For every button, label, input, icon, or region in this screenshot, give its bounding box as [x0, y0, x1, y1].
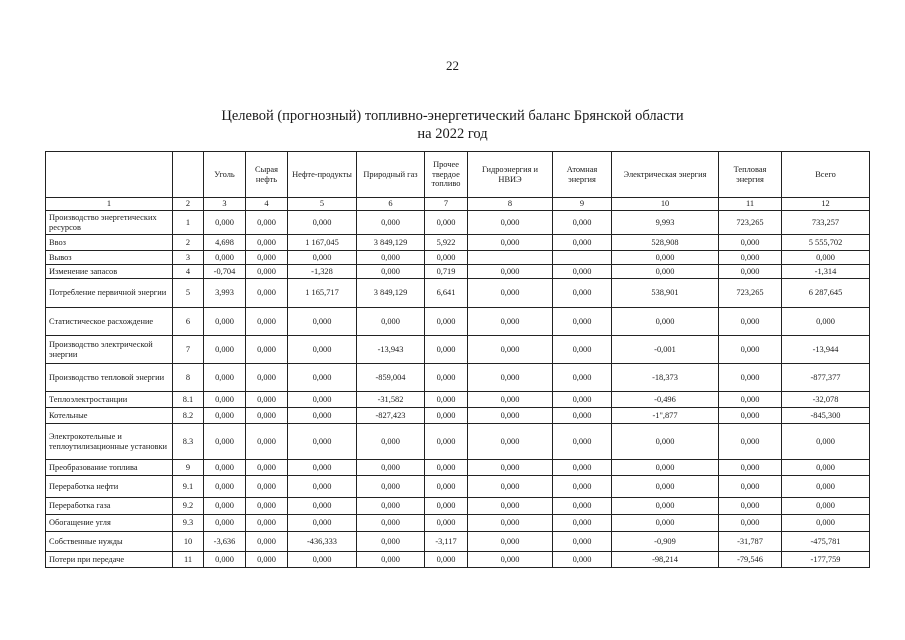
table-body [46, 211, 870, 568]
value-cell: 0,000 [468, 364, 553, 392]
value-cell: -32,078 [782, 392, 870, 408]
value-cell: 0,000 [719, 392, 782, 408]
value-cell [553, 251, 612, 265]
row-code-cell: 8.1 [173, 392, 204, 408]
value-cell: 0,000 [719, 476, 782, 498]
column-number-10: 10 [612, 198, 719, 211]
value-cell: -3,636 [204, 532, 246, 552]
value-cell: 0,000 [246, 279, 288, 308]
value-cell: 0,000 [288, 392, 357, 408]
value-cell: 0,000 [719, 515, 782, 532]
value-cell: 0,000 [425, 515, 468, 532]
value-cell: 0,000 [553, 308, 612, 336]
value-cell: 0,000 [425, 211, 468, 235]
value-cell: 0,000 [357, 460, 425, 476]
value-cell: 0,000 [204, 251, 246, 265]
value-cell: 723,265 [719, 211, 782, 235]
value-cell: 0,000 [246, 336, 288, 364]
value-cell: 3 849,129 [357, 235, 425, 251]
value-cell: 0,000 [357, 308, 425, 336]
value-cell: 0,000 [612, 265, 719, 279]
table-row [46, 552, 870, 568]
value-cell: 0,000 [246, 498, 288, 515]
value-cell [468, 251, 553, 265]
row-name-cell: Ввоз [46, 235, 173, 251]
value-cell: 0,000 [204, 364, 246, 392]
value-cell: 0,000 [553, 364, 612, 392]
value-cell: 0,000 [357, 552, 425, 568]
value-cell: 0,000 [468, 308, 553, 336]
value-cell: 0,000 [357, 532, 425, 552]
column-number-6: 6 [357, 198, 425, 211]
value-cell: -877,377 [782, 364, 870, 392]
value-cell: 0,000 [719, 460, 782, 476]
row-code-cell: 8 [173, 364, 204, 392]
value-cell: 0,000 [288, 476, 357, 498]
value-cell: -436,333 [288, 532, 357, 552]
value-cell: 0,000 [719, 308, 782, 336]
page-number: 22 [446, 58, 459, 73]
column-header-9: Атомная энергия [553, 152, 612, 198]
energy-balance-table-wrapper [45, 151, 870, 568]
row-name-cell: Производство тепловой энергии [46, 364, 173, 392]
value-cell: 0,000 [357, 424, 425, 460]
value-cell: 0,000 [468, 424, 553, 460]
value-cell: 0,000 [553, 460, 612, 476]
value-cell: -845,300 [782, 408, 870, 424]
value-cell: 6 287,645 [782, 279, 870, 308]
column-header-5: Нефте-продукты [288, 152, 357, 198]
table-row [46, 498, 870, 515]
value-cell: 0,000 [357, 498, 425, 515]
row-code-cell: 2 [173, 235, 204, 251]
value-cell: 0,000 [612, 251, 719, 265]
table-row [46, 235, 870, 251]
value-cell: 528,908 [612, 235, 719, 251]
value-cell: 0,000 [204, 476, 246, 498]
row-code-cell: 5 [173, 279, 204, 308]
value-cell: -31,582 [357, 392, 425, 408]
value-cell: 0,000 [357, 476, 425, 498]
value-cell: 0,000 [468, 515, 553, 532]
table-row [46, 392, 870, 408]
value-cell: 0,000 [782, 460, 870, 476]
row-code-cell: 7 [173, 336, 204, 364]
value-cell: -18,373 [612, 364, 719, 392]
value-cell: 0,000 [357, 211, 425, 235]
value-cell: 1 167,045 [288, 235, 357, 251]
value-cell: 0,000 [782, 498, 870, 515]
table-row [46, 279, 870, 308]
row-code-cell: 9 [173, 460, 204, 476]
row-name-cell: Котельные [46, 408, 173, 424]
value-cell: 0,000 [246, 460, 288, 476]
row-name-cell: Статистическое расхождение [46, 308, 173, 336]
value-cell: 0,000 [468, 235, 553, 251]
value-cell: 0,000 [553, 408, 612, 424]
column-header-10: Электрическая энергия [612, 152, 719, 198]
value-cell: -31,787 [719, 532, 782, 552]
value-cell: 0,000 [246, 476, 288, 498]
value-cell: 0,000 [612, 460, 719, 476]
row-name-cell: Преобразование топлива [46, 460, 173, 476]
value-cell: -0,001 [612, 336, 719, 364]
value-cell: 0,000 [468, 552, 553, 568]
value-cell: 0,000 [719, 424, 782, 460]
value-cell: 0,000 [612, 476, 719, 498]
value-cell: 0,000 [719, 336, 782, 364]
value-cell: 0,000 [468, 408, 553, 424]
row-code-cell: 1 [173, 211, 204, 235]
value-cell: -1,328 [288, 265, 357, 279]
value-cell: 5 555,702 [782, 235, 870, 251]
value-cell: 0,000 [288, 308, 357, 336]
value-cell: -475,781 [782, 532, 870, 552]
row-name-cell: Электрокотельные и теплоутилизационные установки [46, 424, 173, 460]
value-cell: 0,000 [425, 308, 468, 336]
row-name-cell: Потребление первичной энергии [46, 279, 173, 308]
value-cell: 0,000 [288, 552, 357, 568]
row-code-cell: 4 [173, 265, 204, 279]
value-cell: 0,000 [288, 460, 357, 476]
value-cell: -827,423 [357, 408, 425, 424]
value-cell: 0,000 [468, 392, 553, 408]
value-cell: 0,000 [204, 515, 246, 532]
value-cell: 0,000 [246, 532, 288, 552]
row-name-cell: Производство электрической энергии [46, 336, 173, 364]
value-cell: 538,901 [612, 279, 719, 308]
value-cell: 3 849,129 [357, 279, 425, 308]
table-row [46, 515, 870, 532]
row-name-cell: Вывоз [46, 251, 173, 265]
value-cell: 0,000 [425, 392, 468, 408]
row-name-cell: Теплоэлектростанции [46, 392, 173, 408]
value-cell: 0,000 [468, 279, 553, 308]
column-number-1: 1 [46, 198, 173, 211]
column-header-3: Уголь [204, 152, 246, 198]
column-number-9: 9 [553, 198, 612, 211]
value-cell: 0,000 [246, 251, 288, 265]
value-cell: 6,641 [425, 279, 468, 308]
value-cell: 0,000 [204, 211, 246, 235]
column-header-7: Прочее твердое топливо [425, 152, 468, 198]
column-number-11: 11 [719, 198, 782, 211]
row-code-cell: 9.1 [173, 476, 204, 498]
table-row [46, 251, 870, 265]
value-cell: 0,000 [204, 408, 246, 424]
value-cell: -1",877 [612, 408, 719, 424]
value-cell: 3,993 [204, 279, 246, 308]
value-cell: 0,000 [468, 265, 553, 279]
table-row [46, 460, 870, 476]
value-cell: 0,000 [468, 476, 553, 498]
value-cell: 0,000 [246, 265, 288, 279]
value-cell: 0,000 [425, 424, 468, 460]
value-cell: -0,704 [204, 265, 246, 279]
value-cell: 733,257 [782, 211, 870, 235]
row-name-cell: Собственные нужды [46, 532, 173, 552]
value-cell: -0,496 [612, 392, 719, 408]
column-number-7: 7 [425, 198, 468, 211]
row-name-cell: Переработка газа [46, 498, 173, 515]
value-cell: 0,000 [246, 552, 288, 568]
value-cell: 0,000 [288, 498, 357, 515]
value-cell: 0,000 [246, 515, 288, 532]
value-cell: 0,000 [468, 460, 553, 476]
value-cell: 0,000 [553, 515, 612, 532]
column-header-4: Сырая нефть [246, 152, 288, 198]
row-code-cell: 10 [173, 532, 204, 552]
table-row [46, 532, 870, 552]
value-cell: 0,000 [612, 424, 719, 460]
column-number-8: 8 [468, 198, 553, 211]
column-header-6: Природный газ [357, 152, 425, 198]
table-row [46, 364, 870, 392]
column-header-12: Всего [782, 152, 870, 198]
column-number-3: 3 [204, 198, 246, 211]
value-cell: 0,000 [468, 336, 553, 364]
table-column-number-row [46, 198, 870, 211]
row-code-cell: 9.3 [173, 515, 204, 532]
row-name-cell: Переработка нефти [46, 476, 173, 498]
column-header-1 [46, 152, 173, 198]
value-cell: -177,759 [782, 552, 870, 568]
value-cell: -1,314 [782, 265, 870, 279]
value-cell: 0,000 [246, 424, 288, 460]
value-cell: 0,000 [288, 364, 357, 392]
value-cell: 0,000 [782, 251, 870, 265]
value-cell: 0,000 [425, 552, 468, 568]
row-code-cell: 9.2 [173, 498, 204, 515]
value-cell: 0,000 [425, 408, 468, 424]
value-cell: 4,698 [204, 235, 246, 251]
row-name-cell: Потери при передаче [46, 552, 173, 568]
table-row [46, 308, 870, 336]
row-code-cell: 8.2 [173, 408, 204, 424]
title-line-2: на 2022 год [417, 126, 488, 142]
value-cell: 0,000 [553, 476, 612, 498]
value-cell: 0,000 [553, 265, 612, 279]
value-cell: 0,000 [553, 498, 612, 515]
value-cell: 0,000 [719, 265, 782, 279]
energy-balance-table [45, 151, 870, 568]
value-cell: 0,000 [204, 424, 246, 460]
value-cell: 0,000 [288, 424, 357, 460]
table-row [46, 424, 870, 460]
value-cell: -0,909 [612, 532, 719, 552]
table-row [46, 211, 870, 235]
column-header-11: Тепловая энергия [719, 152, 782, 198]
value-cell: 0,000 [425, 364, 468, 392]
table-header-row [46, 152, 870, 198]
value-cell: 0,000 [719, 251, 782, 265]
value-cell: 0,000 [612, 515, 719, 532]
value-cell: 0,000 [553, 532, 612, 552]
column-number-4: 4 [246, 198, 288, 211]
value-cell: 0,000 [553, 424, 612, 460]
title-line-1: Целевой (прогнозный) топливно-энергетический баланс Брянской области [221, 108, 684, 124]
column-header-8: Гидроэнергия и НВИЭ [468, 152, 553, 198]
value-cell: -13,943 [357, 336, 425, 364]
value-cell: -98,214 [612, 552, 719, 568]
column-header-2 [173, 152, 204, 198]
value-cell: 723,265 [719, 279, 782, 308]
value-cell: 0,000 [612, 498, 719, 515]
value-cell: -13,944 [782, 336, 870, 364]
table-row [46, 336, 870, 364]
value-cell: 0,000 [246, 308, 288, 336]
table-row [46, 265, 870, 279]
value-cell: 0,000 [782, 515, 870, 532]
value-cell: 0,000 [425, 498, 468, 515]
value-cell: 0,000 [204, 392, 246, 408]
value-cell: 0,000 [357, 251, 425, 265]
value-cell: 0,000 [288, 408, 357, 424]
value-cell: 0,000 [288, 251, 357, 265]
value-cell: 0,000 [612, 308, 719, 336]
value-cell: 0,000 [719, 235, 782, 251]
value-cell: 0,000 [719, 498, 782, 515]
value-cell: 0,000 [425, 460, 468, 476]
value-cell: 0,000 [719, 408, 782, 424]
value-cell: 0,000 [553, 235, 612, 251]
value-cell: 0,000 [553, 392, 612, 408]
value-cell: -3,117 [425, 532, 468, 552]
column-number-12: 12 [782, 198, 870, 211]
value-cell: 0,000 [553, 279, 612, 308]
value-cell: 0,000 [204, 308, 246, 336]
column-number-5: 5 [288, 198, 357, 211]
row-code-cell: 8.3 [173, 424, 204, 460]
value-cell: 5,922 [425, 235, 468, 251]
value-cell: 0,000 [204, 552, 246, 568]
value-cell: 0,000 [246, 364, 288, 392]
row-code-cell: 3 [173, 251, 204, 265]
document-title [0, 107, 905, 143]
table-row [46, 408, 870, 424]
value-cell: 0,000 [288, 515, 357, 532]
value-cell: -859,004 [357, 364, 425, 392]
value-cell: 0,719 [425, 265, 468, 279]
value-cell: 0,000 [553, 211, 612, 235]
value-cell: 0,000 [357, 265, 425, 279]
value-cell: 9,993 [612, 211, 719, 235]
value-cell: 0,000 [246, 235, 288, 251]
value-cell: 0,000 [204, 498, 246, 515]
table-row [46, 476, 870, 498]
value-cell: 0,000 [468, 498, 553, 515]
row-name-cell: Обогащение угля [46, 515, 173, 532]
value-cell: 0,000 [246, 408, 288, 424]
value-cell: 0,000 [782, 476, 870, 498]
row-name-cell: Изменение запасов [46, 265, 173, 279]
value-cell: 0,000 [719, 364, 782, 392]
value-cell: 0,000 [288, 336, 357, 364]
row-code-cell: 11 [173, 552, 204, 568]
value-cell: 0,000 [782, 424, 870, 460]
value-cell: 0,000 [204, 336, 246, 364]
row-name-cell: Производство энергетических ресурсов [46, 211, 173, 235]
column-number-2: 2 [173, 198, 204, 211]
row-code-cell: 6 [173, 308, 204, 336]
value-cell: 0,000 [246, 211, 288, 235]
value-cell: 0,000 [553, 336, 612, 364]
value-cell: 1 165,717 [288, 279, 357, 308]
value-cell: 0,000 [425, 336, 468, 364]
value-cell: 0,000 [425, 251, 468, 265]
value-cell: -79,546 [719, 552, 782, 568]
value-cell: 0,000 [425, 476, 468, 498]
value-cell: 0,000 [288, 211, 357, 235]
value-cell: 0,000 [782, 308, 870, 336]
value-cell: 0,000 [246, 392, 288, 408]
value-cell: 0,000 [204, 460, 246, 476]
value-cell: 0,000 [468, 211, 553, 235]
value-cell: 0,000 [468, 532, 553, 552]
value-cell: 0,000 [357, 515, 425, 532]
value-cell: 0,000 [553, 552, 612, 568]
